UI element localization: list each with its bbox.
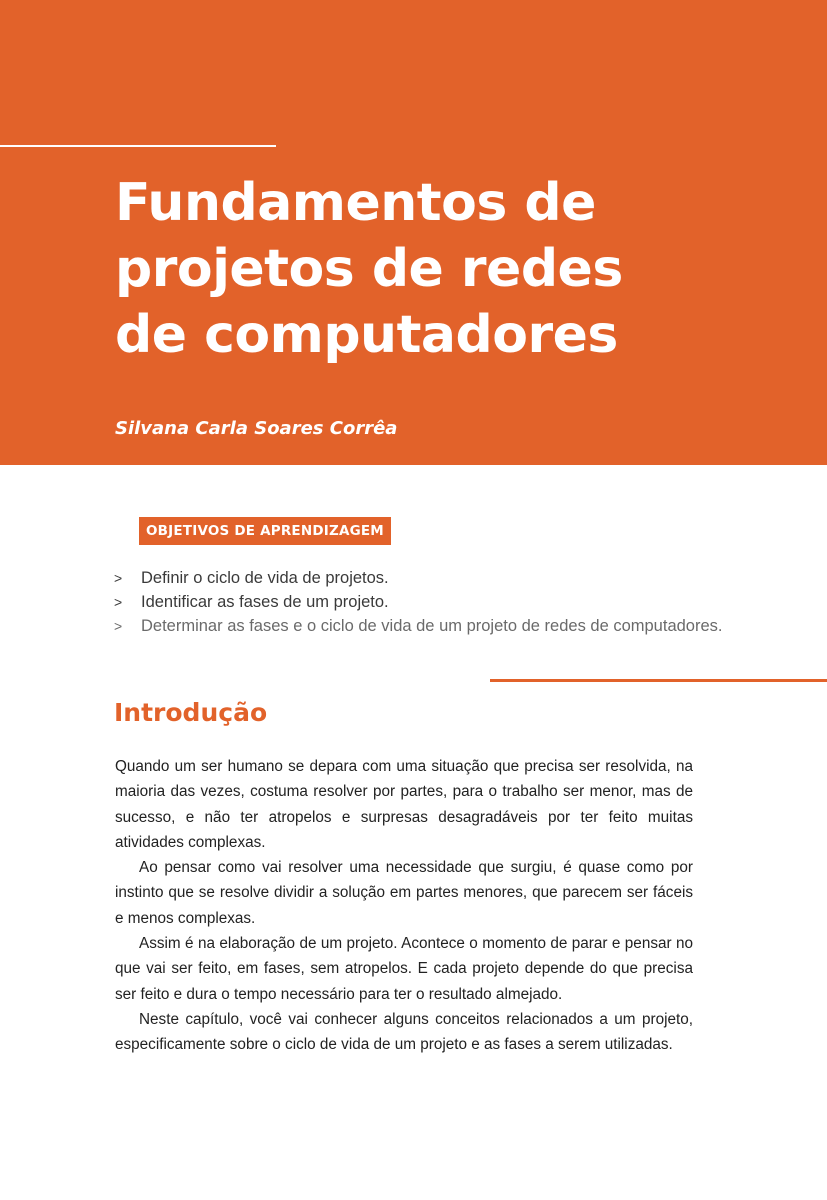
body-paragraph: Neste capítulo, você vai conhecer alguns conceitos relacionados a um projeto, especificamente sobre o ciclo de vida de um projeto e as fases a serem utilizadas. [115, 1010, 693, 1054]
objective-item [114, 614, 722, 638]
objective-item [114, 566, 722, 590]
objective-item [114, 590, 722, 614]
objective-text: Identificar as fases de um projeto. [141, 593, 389, 611]
chevron-right-icon: > [114, 570, 123, 586]
body-paragraph: Assim é na elaboração de um projeto. Acontece o momento de parar e pensar no que vai ser feito, em fases, sem atropelos. E cada projeto depende do que precisa ser feito e dura o tempo necessário para ter o resultado almejado. [115, 935, 693, 1003]
body-paragraph: Quando um ser humano se depara com uma situação que precisa ser resolvida, na maioria das vezes, costuma resolver por partes, para o trabalho ser menor, mas de sucesso, e não ter atropelos e surpresas desagradáveis por ter feito muitas atividades complexas. [115, 758, 693, 851]
objectives-list [114, 566, 722, 638]
section-divider [490, 679, 827, 682]
introduction-body [115, 754, 693, 1058]
header-divider [0, 145, 276, 147]
chapter-header-banner [0, 0, 827, 465]
chapter-title-line: projetos de redes [115, 239, 623, 299]
author-name: Silvana Carla Soares Corrêa [115, 418, 398, 439]
chapter-title-line: de computadores [115, 305, 618, 365]
body-paragraph: Ao pensar como vai resolver uma necessidade que surgiu, é quase como por instinto que se resolve dividir a solução em partes menores, que parecem ser fáceis e menos complexas. [115, 859, 693, 927]
chevron-right-icon: > [114, 594, 123, 610]
chapter-title-line: Fundamentos de [115, 173, 596, 233]
chevron-right-icon: > [114, 618, 123, 634]
objectives-heading: OBJETIVOS DE APRENDIZAGEM [139, 517, 391, 545]
objective-text: Definir o ciclo de vida de projetos. [141, 569, 389, 587]
objective-text: Determinar as fases e o ciclo de vida de um projeto de redes de computadores. [141, 617, 723, 635]
section-heading: Introdução [114, 698, 268, 727]
chapter-title [115, 170, 795, 368]
